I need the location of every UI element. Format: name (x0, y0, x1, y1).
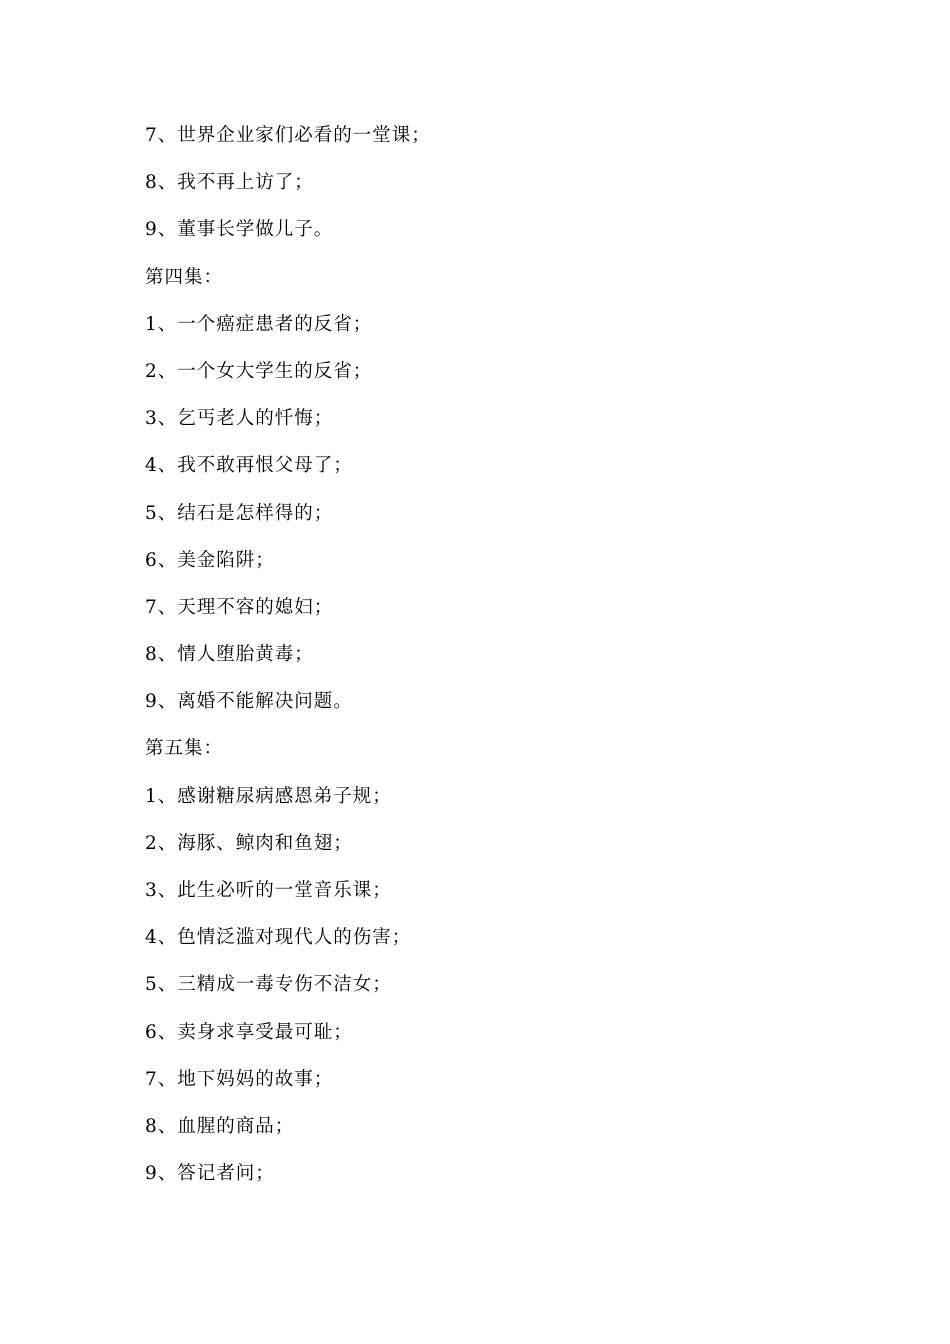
list-item: 7、世界企业家们必看的一堂课； (145, 125, 431, 146)
list-item: 1、一个癌症患者的反省； (145, 313, 373, 335)
list-item: 8、我不再上访了； (145, 172, 314, 194)
list-item: 6、美金陷阱； (145, 549, 275, 571)
list-item: 7、天理不容的媳妇； (145, 596, 334, 618)
section-heading: 第五集： (145, 738, 224, 760)
list-item: 7、地下妈妈的故事； (145, 1068, 334, 1090)
list-item: 2、一个女大学生的反省； (145, 360, 373, 382)
list-item: 3、此生必听的一堂音乐课； (145, 880, 392, 901)
list-item: 8、情人堕胎黄毒； (145, 644, 314, 666)
document-body (145, 124, 845, 1209)
list-item: 4、我不敢再恨父母了； (145, 455, 353, 477)
list-item: 4、色情泛滥对现代人的伤害； (145, 927, 412, 949)
list-item: 9、答记者问； (145, 1163, 275, 1185)
list-item: 6、卖身求享受最可耻； (145, 1021, 353, 1043)
list-item: 8、血腥的商品； (145, 1115, 295, 1137)
list-item: 1、感谢糖尿病感恩弟子规； (145, 785, 392, 807)
list-item: 9、董事长学做儿子。 (145, 219, 334, 241)
list-item: 5、三精成一毒专伤不洁女； (145, 974, 392, 996)
list-item: 2、海豚、鲸肉和鱼翅； (145, 832, 353, 854)
list-item: 3、乞丐老人的忏悔； (145, 408, 334, 430)
list-item: 5、结石是怎样得的； (145, 502, 334, 524)
list-item: 9、离婚不能解决问题。 (145, 691, 353, 713)
section-heading: 第四集： (145, 266, 224, 288)
